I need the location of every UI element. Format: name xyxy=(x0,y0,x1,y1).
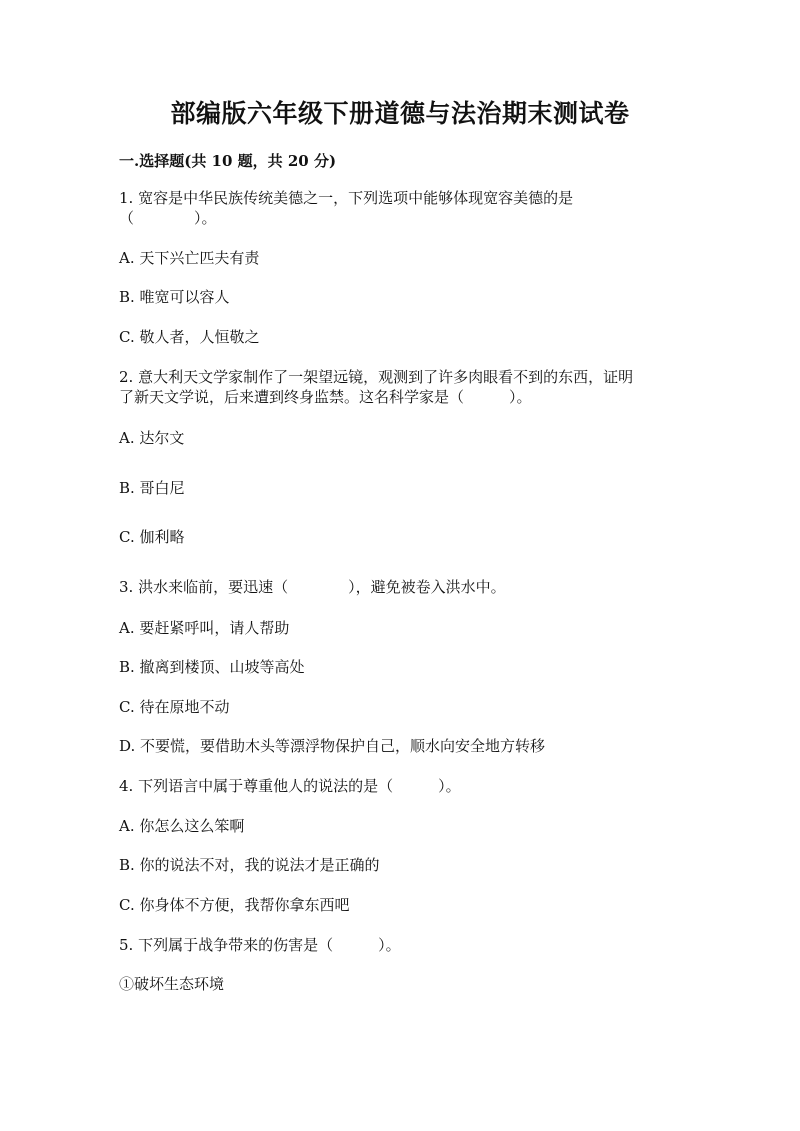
question-2-option-b: B. 哥白尼 xyxy=(119,479,185,497)
question-3-option-b: B. 撤离到楼顶、山坡等高处 xyxy=(119,658,305,676)
question-4-option-b: B. 你的说法不对，我的说法才是正确的 xyxy=(119,856,380,874)
question-2-line-1: 2. 意大利天文学家制作了一架望远镜，观测到了许多肉眼看不到的东西，证明 xyxy=(119,368,634,386)
question-3-option-a: A. 要赶紧呼叫，请人帮助 xyxy=(119,619,290,637)
question-5-item-1: ①破坏生态环境 xyxy=(119,975,225,993)
section-heading: 一.选择题(共 10 题，共 20 分) xyxy=(119,152,337,170)
question-2-option-c: C. 伽利略 xyxy=(119,528,185,546)
question-1-line-2: （ ）。 xyxy=(119,209,217,227)
question-3-option-c: C. 待在原地不动 xyxy=(119,698,230,716)
question-1-option-c: C. 敬人者，人恒敬之 xyxy=(119,328,260,346)
question-2-line-2: 了新天文学说，后来遭到终身监禁。这名科学家是（ ）。 xyxy=(119,388,532,406)
question-3-line-1: 3. 洪水来临前，要迅速（ ），避免被卷入洪水中。 xyxy=(119,578,506,596)
question-4-line-1: 4. 下列语言中属于尊重他人的说法的是（ ）。 xyxy=(119,777,461,795)
question-3-option-d: D. 不要慌，要借助木头等漂浮物保护自己，顺水向安全地方转移 xyxy=(119,737,546,755)
page-title: 部编版六年级下册道德与法治期末测试卷 xyxy=(170,99,630,128)
question-2-option-a: A. 达尔文 xyxy=(119,429,185,447)
question-1-line-1: 1. 宽容是中华民族传统美德之一，下列选项中能够体现宽容美德的是 xyxy=(119,189,574,207)
question-1-option-b: B. 唯宽可以容人 xyxy=(119,288,230,306)
question-4-option-c: C. 你身体不方便，我帮你拿东西吧 xyxy=(119,896,350,914)
question-4-option-a: A. 你怎么这么笨啊 xyxy=(119,817,245,835)
question-5-line-1: 5. 下列属于战争带来的伤害是（ ）。 xyxy=(119,936,401,954)
question-1-option-a: A. 天下兴亡匹夫有责 xyxy=(119,249,260,267)
